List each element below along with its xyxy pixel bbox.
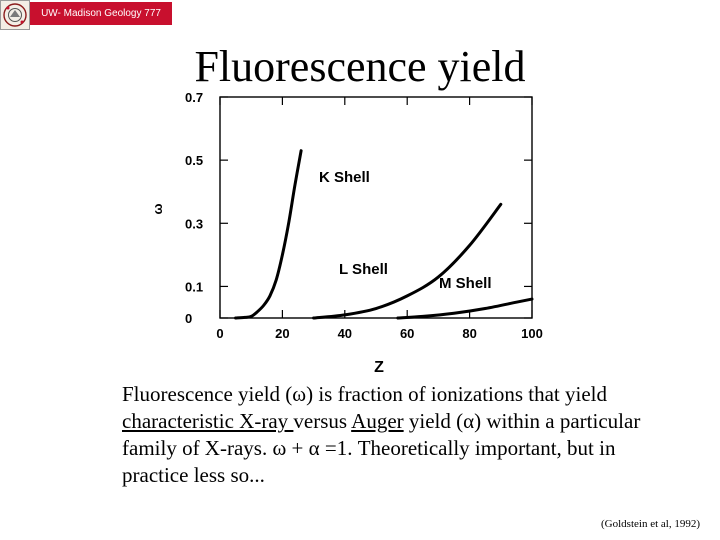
course-banner: UW- Madison Geology 777	[30, 2, 172, 25]
x-tick-label: 20	[275, 326, 290, 341]
series-line-k-shell	[236, 151, 302, 318]
paragraph-text-3: yield (α) within a particular family of X-rays. ω + α =1. Theoretically important, but in practice less so...	[122, 409, 641, 487]
slide-title: Fluorescence yield	[194, 42, 526, 91]
series-label-k-shell: K Shell	[319, 169, 370, 186]
citation: (Goldstein et al, 1992)	[601, 518, 700, 530]
series-label-m-shell: M Shell	[439, 275, 492, 292]
series-line-m-shell	[398, 299, 532, 318]
x-tick-label: 40	[337, 326, 353, 341]
auger-link[interactable]: Auger	[351, 409, 404, 433]
series-curves	[236, 151, 532, 318]
x-tick-label: 60	[399, 326, 415, 341]
y-tick-label: 0.3	[185, 216, 204, 232]
paragraph-text-1: Fluorescence yield (ω) is fraction of ionizations that yield	[122, 382, 608, 406]
y-tick-label: 0.1	[185, 279, 204, 295]
x-axis-label: Z	[374, 359, 384, 376]
y-tick-label: 0	[185, 311, 193, 326]
x-tick-label: 80	[462, 326, 477, 341]
y-tick-label: 0.7	[185, 90, 204, 105]
explanation-paragraph	[122, 381, 682, 489]
characteristic-xray-link[interactable]: characteristic X-ray	[122, 409, 294, 433]
y-tick-label: 0.5	[185, 153, 204, 169]
series-labels	[319, 169, 492, 292]
x-tick-label: 0	[216, 326, 224, 341]
x-tick-label: 100	[521, 326, 543, 341]
series-label-l-shell: L Shell	[339, 261, 388, 278]
y-axis-label: ω	[150, 203, 165, 215]
paragraph-text-2: versus	[293, 409, 352, 433]
